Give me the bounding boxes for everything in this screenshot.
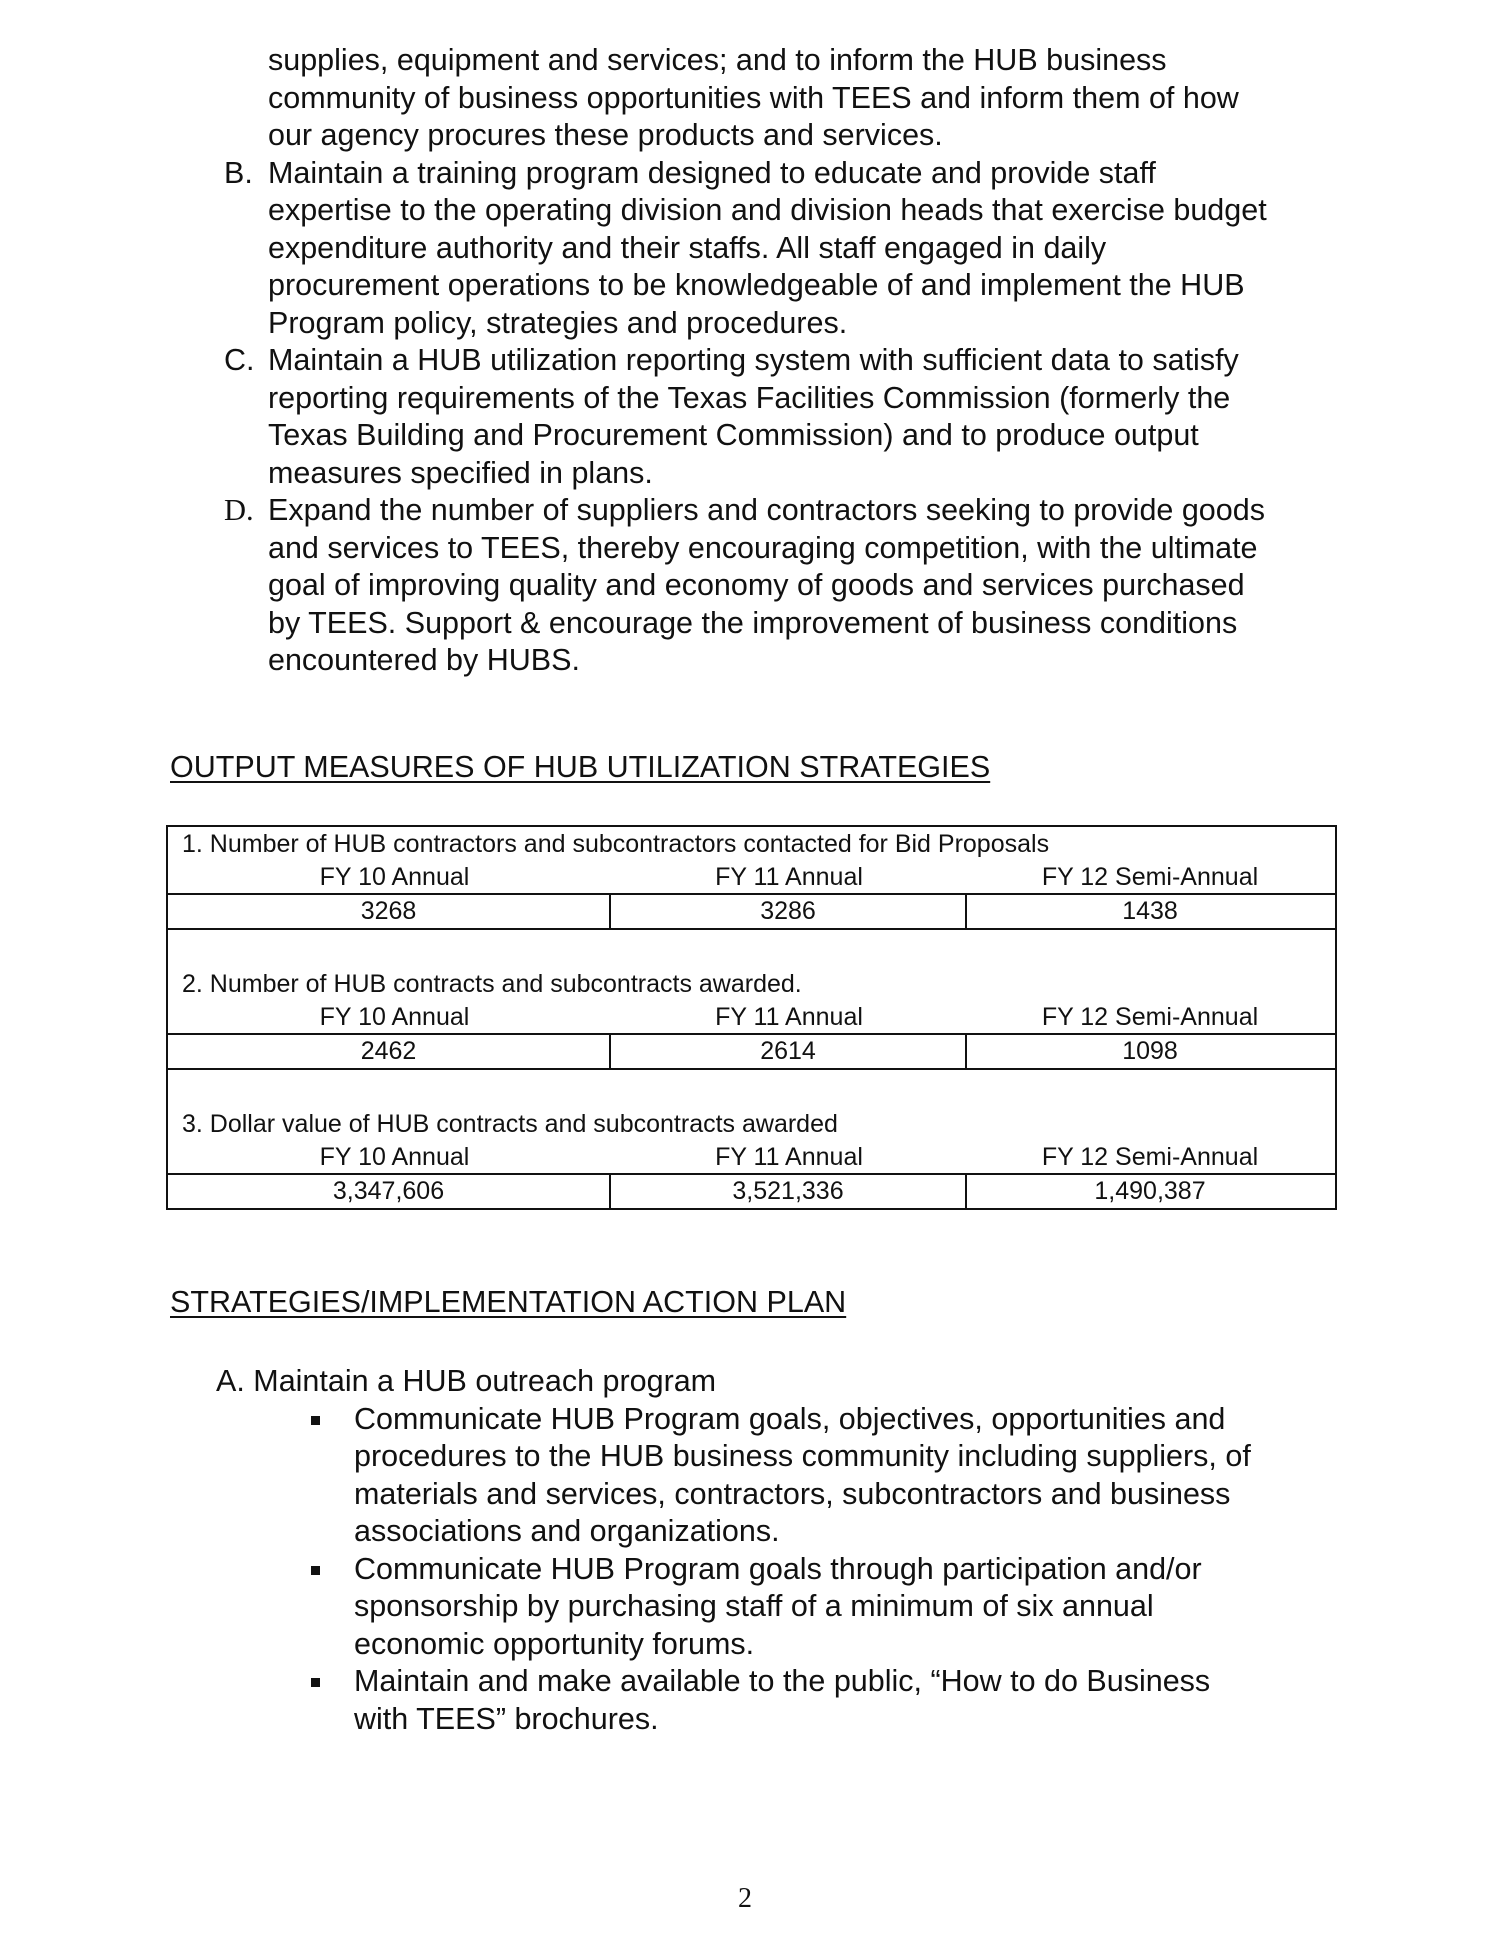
value-cell: 2614 [611,1035,967,1068]
measure-value-row [168,895,1335,930]
goal-line: Maintain a training program designed to educate and provide staff [268,155,1156,190]
goal-c [204,342,1364,492]
bullet-line: sponsorship by purchasing staff of a minimum of six annual [354,1589,1154,1623]
goal-letter: C. [224,343,255,377]
column-header: FY 11 Annual [715,1003,863,1031]
bullet-line: with TEES” brochures. [354,1701,659,1736]
goal-line: expertise to the operating division and division heads that exercise budget [268,193,1267,227]
value-cell: 1098 [1122,1037,1178,1065]
measure-title: 1. Number of HUB contractors and subcontractors contacted for Bid Proposals [182,830,1050,858]
measure-value-row [168,1035,1335,1070]
goal-d [204,492,1364,680]
measure-title: 3. Dollar value of HUB contracts and subcontracts awarded [182,1110,838,1138]
list-item [308,1663,1366,1738]
goal-line: supplies, equipment and services; and to inform the HUB business [268,43,1167,77]
measure-block [168,827,1335,967]
goal-line: expenditure authority and their staffs. All staff engaged in daily [268,230,1107,265]
bullet-line: Maintain and make available to the public, “How to do Business [354,1664,1211,1698]
measure-header-row [168,862,1335,895]
goal-line: measures specified in plans. [268,455,653,490]
square-bullet-icon [311,1416,320,1425]
output-measures-table [166,825,1337,1210]
spacer [168,930,1335,967]
bullet-line: Communicate HUB Program goals, objectives, opportunities and [354,1401,1226,1436]
value-cell: 3268 [168,895,611,928]
square-bullet-icon [311,1678,320,1687]
goal-line: Maintain a HUB utilization reporting system with sufficient data to satisfy [268,343,1239,377]
bullet-line: procedures to the HUB business community including suppliers, of [354,1439,1251,1473]
value-cell: 3,521,336 [611,1175,967,1208]
bullet-line: Communicate HUB Program goals through participation and/or [354,1551,1202,1586]
goal-line: procurement operations to be knowledgeable of and implement the HUB [268,268,1245,302]
measure-header-row [168,1142,1335,1175]
strategies-heading: STRATEGIES/IMPLEMENTATION ACTION PLAN [170,1285,847,1319]
measure-value-row [168,1175,1335,1208]
value-cell: 1438 [1122,897,1178,925]
column-header: FY 10 Annual [319,1003,470,1031]
column-header: FY 11 Annual [715,863,863,891]
goal-letter: B. [224,155,253,190]
bullet-line: associations and organizations. [354,1514,780,1548]
column-header: FY 10 Annual [319,1143,470,1171]
goal-b [204,155,1364,343]
column-header: FY 12 Semi-Annual [1041,1143,1259,1171]
goal-continuation [204,42,1364,155]
list-item [308,1551,1366,1664]
goal-line: our agency procures these products and services. [268,118,943,152]
column-header: FY 12 Semi-Annual [1041,863,1259,891]
column-header: FY 12 Semi-Annual [1041,1003,1259,1031]
value-cell: 3,347,606 [168,1175,611,1208]
goal-line: Texas Building and Procurement Commission) and to produce output [268,418,1199,452]
bullet-line: economic opportunity forums. [354,1626,755,1661]
plan-bullet-list [308,1401,1366,1739]
column-header: FY 11 Annual [715,1143,863,1171]
spacer [168,1070,1335,1107]
square-bullet-icon [311,1566,320,1575]
goal-line: goal of improving quality and economy of goods and services purchased [268,568,1245,602]
measure-header-row [168,1002,1335,1035]
goal-line: by TEES. Support & encourage the improvement of business conditions [268,605,1238,640]
list-item [308,1401,1366,1551]
measure-title: 2. Number of HUB contracts and subcontracts awarded. [182,970,802,998]
value-cell: 1,490,387 [1094,1177,1206,1205]
measure-block [168,967,1335,1107]
goal-letter: D. [224,493,254,527]
goal-line: community of business opportunities with TEES and inform them of how [268,80,1239,115]
measure-block [168,1107,1335,1208]
value-cell: 2462 [168,1035,611,1068]
goal-line: Expand the number of suppliers and contractors seeking to provide goods [268,493,1265,527]
bullet-line: materials and services, contractors, subcontractors and business [354,1476,1231,1511]
page-number: 2 [738,1883,752,1914]
goals-list [204,42,1364,680]
goal-line: Program policy, strategies and procedures. [268,305,848,340]
output-measures-heading: OUTPUT MEASURES OF HUB UTILIZATION STRATEGIES [170,750,991,784]
goal-line: reporting requirements of the Texas Facilities Commission (formerly the [268,380,1231,415]
plan-item: A. Maintain a HUB outreach program [216,1364,717,1398]
value-cell: 3286 [611,895,967,928]
column-header: FY 10 Annual [319,863,470,891]
goal-line: encountered by HUBS. [268,643,580,677]
goal-line: and services to TEES, thereby encouraging competition, with the ultimate [268,530,1258,565]
action-plan [216,1363,1366,1738]
